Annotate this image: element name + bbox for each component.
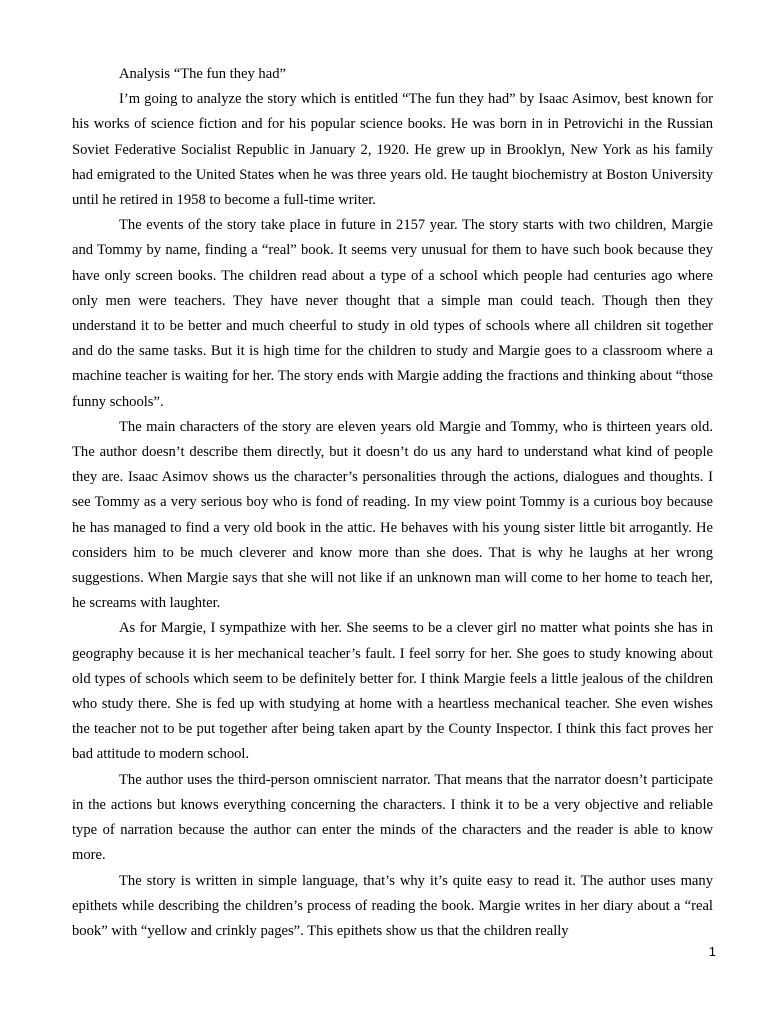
paragraph-plot: The events of the story take place in future in 2157 year. The story starts with two children, Margie and Tommy by name, finding a “real” book. It seems very unusual for them to have such book because they have only screen books. The children read about a type of a school which people had centuries ago where only men were teachers. They have never thought that a simple man could teach. Though then they understand it to be better and much cheerful to study in old types of schools where all children sit together and do the same tasks. But it is high time for the children to study and Margie goes to a classroom where a machine teacher is waiting for her. The story ends with Margie adding the fractions and thinking about “those funny schools”.	[72, 217, 713, 410]
paragraph-margie: As for Margie, I sympathize with her. She seems to be a clever girl no matter what points she has in geography because it is her mechanical teacher’s fault. I feel sorry for her. She goes to study knowing about old types of schools which seem to be definitely better for. I think Margie feels a little jealous of the children who study there. She is fed up with studying at home with a heartless mechanical teacher. She even wishes the teacher not to be put together after being taken apart by the County Inspector. I think this fact proves her bad attitude to modern school.	[72, 620, 713, 763]
paragraph-characters: The main characters of the story are eleven years old Margie and Tommy, who is thirteen years old. The author doesn’t describe them directly, but it doesn’t do us any hard to understand what kind of people they are. Isaac Asimov shows us the character’s personalities through the actions, dialogues and thoughts. I see Tommy as a very serious boy who is fond of reading. In my view point Tommy is a curious boy because he has managed to find a very old book in the attic. He behaves with his young sister little bit arrogantly. He considers him to be much cleverer and know more than she does. That is why he laughs at her wrong suggestions. When Margie says that she will not like if an unknown man will come to her home to teach her, he screams with laughter.	[72, 418, 713, 612]
document-body	[72, 62, 713, 944]
paragraph-language: The story is written in simple language, that’s why it’s quite easy to read it. The author uses many epithets while describing the children’s process of reading the book. Margie writes in her diary about a “real book” with “yellow and crinkly pages”. This epithets show us that the children really	[72, 872, 713, 939]
paragraph-intro: I’m going to analyze the story which is entitled “The fun they had” by Isaac Asimov, best known for his works of science fiction and for his popular science books. He was born in in Petrovichi in the Russian Soviet Federative Socialist Republic in January 2, 1920. He grew up in Brooklyn, New York as his family had emigrated to the United States when he was three years old. He taught biochemistry at Boston University until he retired in 1958 to become a full-time writer.	[72, 91, 713, 209]
document-title: Analysis “The fun they had”	[119, 66, 286, 82]
paragraph-narrator: The author uses the third-person omniscient narrator. That means that the narrator doesn’t participate in the actions but knows everything concerning the characters. I think it to be a very objective and reliable type of narration because the author can enter the minds of the characters and the reader is able to know more.	[72, 771, 713, 864]
page-number: 1	[708, 944, 716, 959]
